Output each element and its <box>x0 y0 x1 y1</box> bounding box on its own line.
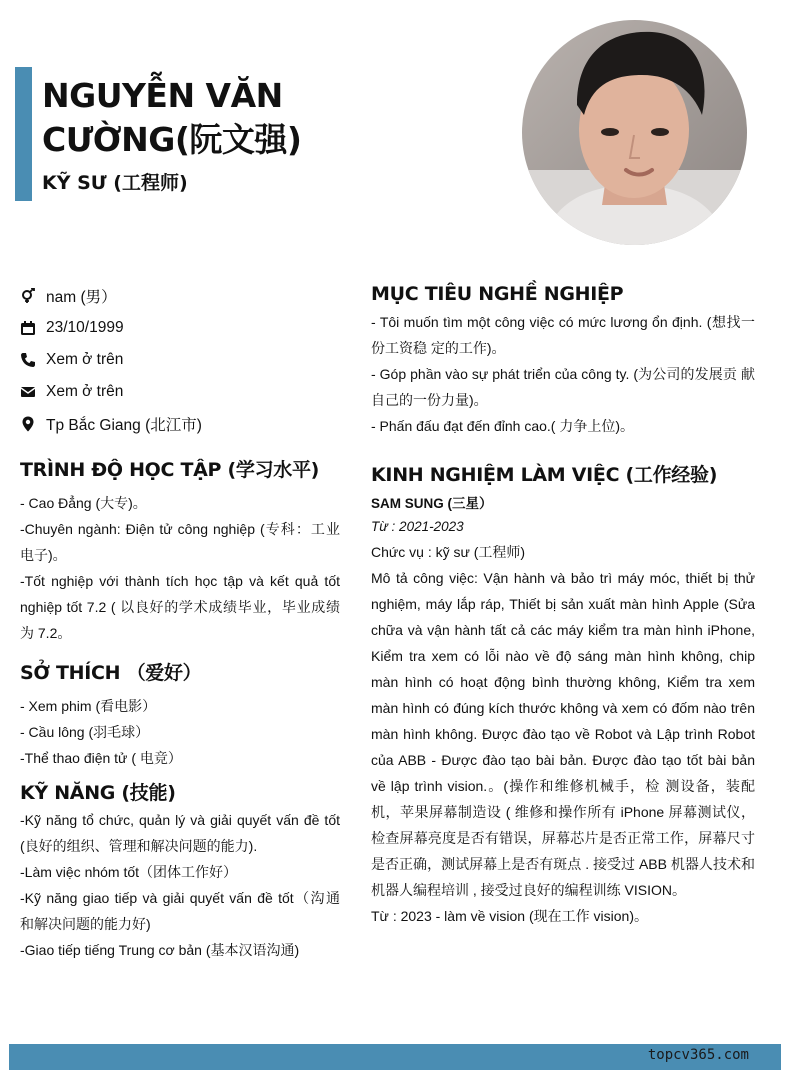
education-section <box>20 455 340 646</box>
objective-item: - Góp phần vào sự phát triển của công ty. (为公司的发展贡 献自己的一份力量)。 <box>371 366 755 408</box>
contact-birthday <box>20 312 350 344</box>
education-line: -Chuyên ngành: Điện tử công nghiệp (专科：工业电子)。 <box>20 521 340 563</box>
phone-text: Xem ở trên <box>46 351 124 368</box>
current-work: Từ : 2023 - làm về vision (现在工作 vision)。 <box>371 908 648 924</box>
address-text: Tp Bắc Giang (北江市) <box>46 417 202 434</box>
footer-site: topcv365.com <box>647 1047 749 1063</box>
avatar-photo-icon <box>522 20 747 245</box>
candidate-name: NGUYỄN VĂN CƯỜNG(阮文强) <box>42 76 302 159</box>
work-position: Chức vụ : kỹ sư (工程师) <box>371 544 526 560</box>
contact-gender <box>20 280 350 312</box>
email-icon <box>20 384 36 400</box>
objective-item: - Phấn đấu đạt đến đỉnh cao.( 力争上位)。 <box>371 418 635 434</box>
gender-icon <box>20 288 36 304</box>
contact-address <box>20 408 350 440</box>
contact-info <box>20 280 350 440</box>
location-pin-icon <box>20 416 36 432</box>
hobby-item: -Thể thao điện tử ( 电竞） <box>20 750 182 766</box>
avatar <box>522 20 747 245</box>
skills-title: KỸ NĂNG (技能) <box>20 782 176 804</box>
work-period: Từ : 2021-2023 <box>371 519 464 534</box>
education-line: - Cao Đẳng (大专)。 <box>20 495 147 511</box>
header-accent-bar <box>15 67 32 201</box>
phone-icon <box>20 352 36 368</box>
experience-section <box>371 460 755 929</box>
hobby-item: - Xem phim (看电影） <box>20 698 157 714</box>
contact-email <box>20 376 350 408</box>
education-title: TRÌNH ĐỘ HỌC TẬP (学习水平) <box>20 459 320 481</box>
skill-item: -Kỹ năng tổ chức, quản lý và giải quyết vấn đề tốt (良好的组织、管理和解决问题的能力). <box>20 812 340 854</box>
work-description: Mô tả công việc: Vận hành và bảo trì máy móc, thiết bị thử nghiệm, máy lắp ráp, Thiết bị sản xuất màn hình Apple (Sửa chữa và vận hành tất cả các máy kiểm tra màn hình iPhone, Kiểm tra xem có lỗi nào về độ sáng màn hình không, chip màn hình có hoạt động bình thường không, Kiểm tra xem màn hình có đúng kích thước không và xem có đốm nào trên màn hình không. Được đào tạo về Robot và Lập trình Robot của ABB - Được đào tạo bài bản. Được đào tạo tốt bài bản về lập trình vision.。(操作和维修机械手，检 测设备，装配机，苹果屏幕制造设 ( 维修和操作所有 iPhone 屏幕测试仪，检查屏幕亮度是否有错误，屏幕芯片是否正常工作，屏幕尺寸是否正确，测试屏幕上是否有斑点 . 接受过 ABB 机器人技术和机器人编程培训 , 接受过良好的编程训练 VISION。 <box>371 570 755 898</box>
objective-item: - Tôi muốn tìm một công việc có mức lương ổn định. (想找一份工资稳 定的工作)。 <box>371 314 755 356</box>
gender-text: nam (男） <box>46 289 117 306</box>
hobbies-section <box>20 658 340 771</box>
email-text: Xem ở trên <box>46 383 124 400</box>
skills-section <box>20 778 340 963</box>
skill-item: -Kỹ năng giao tiếp và giải quyết vấn đề tốt（沟通 和解决问题的能力好) <box>20 890 340 932</box>
education-line: -Tốt nghiệp với thành tích học tập và kết quả tốt nghiệp tốt 7.2 ( 以良好的学术成绩毕业，毕业成绩为 7.2。 <box>20 573 340 641</box>
objective-section <box>371 283 755 439</box>
experience-title: KINH NGHIỆM LÀM VIỆC (工作经验) <box>371 464 718 486</box>
birthday-text: 23/10/1999 <box>46 319 124 336</box>
calendar-icon <box>20 320 36 336</box>
footer-bar <box>9 1044 781 1070</box>
objective-title: MỤC TIÊU NGHỀ NGHIỆP <box>371 283 624 305</box>
hobbies-title: SỞ THÍCH （爱好） <box>20 662 202 684</box>
hobby-item: - Cầu lông (羽毛球） <box>20 724 150 740</box>
skill-item: -Giao tiếp tiếng Trung cơ bản (基本汉语沟通) <box>20 942 300 958</box>
contact-phone <box>20 344 350 376</box>
job-title: KỸ SƯ (工程师) <box>42 172 188 194</box>
skill-item: -Làm việc nhóm tốt（团体工作好） <box>20 864 238 880</box>
company-name: SAM SUNG (三星） <box>371 496 493 511</box>
